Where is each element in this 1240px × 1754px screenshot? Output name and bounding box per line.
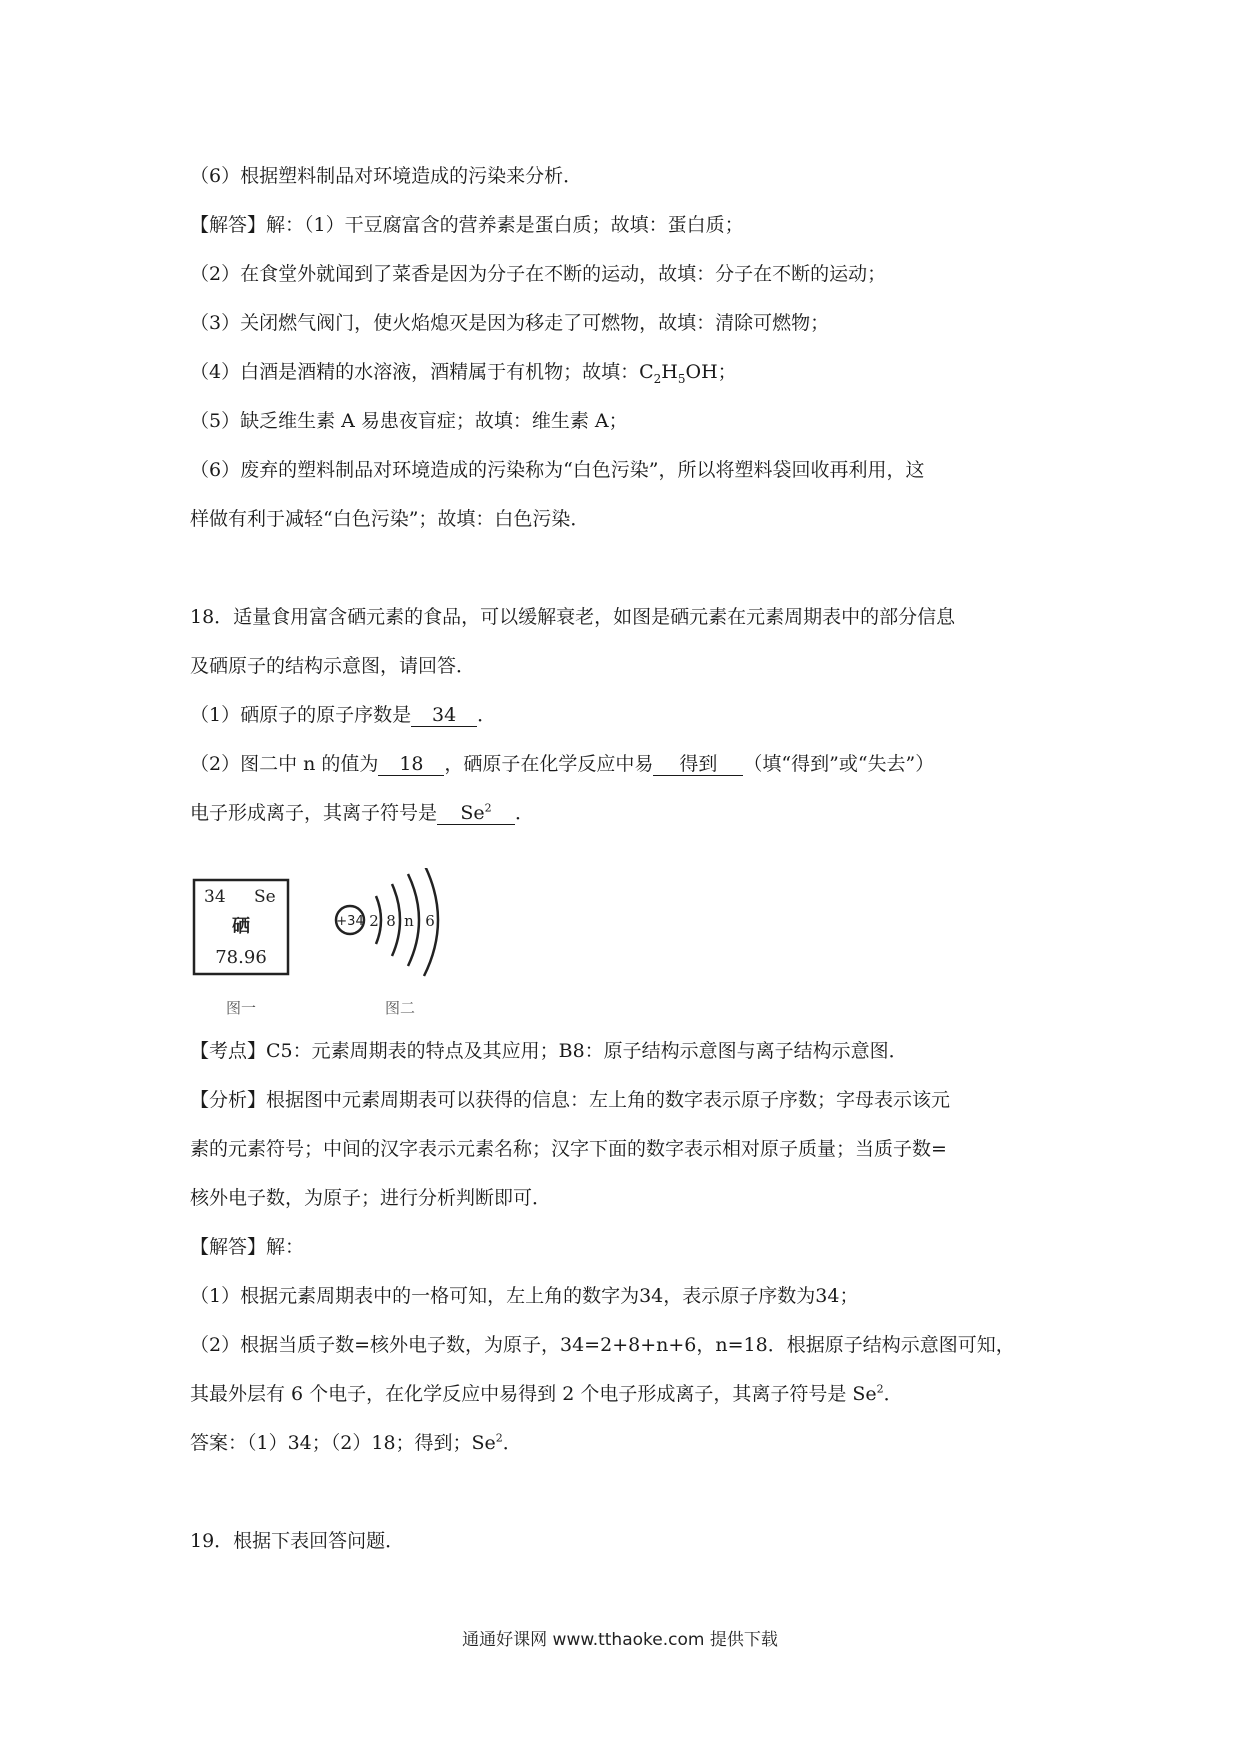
atom-structure-diagram bbox=[336, 868, 438, 1017]
q2-suffix: （填“得到”或“失去”） bbox=[743, 753, 935, 775]
q3-answer-blank bbox=[437, 802, 515, 825]
q1-suffix: ． bbox=[477, 704, 497, 726]
page-footer: 通通好课网 www.tthaoke.com 提供下载 bbox=[462, 1630, 778, 1650]
ion-charge: 2 bbox=[495, 1431, 503, 1445]
formula-subscript: 2 bbox=[653, 371, 662, 386]
text-line: 【分析】根据图中元素周期表可以获得的信息：左上角的数字表示原子序数；字母表示该元 bbox=[190, 1089, 951, 1111]
formula-part: H bbox=[661, 361, 678, 383]
q3-prefix: 电子形成离子，其离子符号是 bbox=[190, 802, 438, 824]
line4-text: （4）白酒是酒精的水溶液，酒精属于有机物；故填：C bbox=[190, 361, 654, 383]
formula-subscript: 5 bbox=[677, 371, 686, 386]
selenium-figures bbox=[190, 868, 490, 1028]
explain-suffix: ． bbox=[883, 1383, 903, 1405]
text-line: 及硒原子的结构示意图，请回答． bbox=[190, 655, 476, 677]
text-line: 素的元素符号；中间的汉字表示元素名称；汉字下面的数字表示相对原子质量；当质子数= bbox=[190, 1138, 947, 1160]
shell-electron-count: 2 bbox=[369, 912, 379, 930]
text-line: 核外电子数，为原子；进行分析判断即可． bbox=[190, 1187, 552, 1209]
answer-line bbox=[190, 1431, 522, 1455]
shell-electron-count: 8 bbox=[386, 912, 396, 930]
ion-charge: 2 bbox=[876, 1382, 884, 1396]
ion-charge: 2 bbox=[484, 801, 492, 815]
text-line: 【解答】解： bbox=[190, 1236, 305, 1258]
text-line: （5）缺乏维生素 A 易患夜盲症；故填：维生素 A； bbox=[190, 410, 628, 432]
q2-mid: ，硒原子在化学反应中易 bbox=[444, 753, 654, 775]
formula-part: OH； bbox=[685, 361, 737, 383]
text-line bbox=[190, 360, 737, 384]
shell-electron-count: n bbox=[404, 912, 414, 930]
q1-answer-blank: 34 bbox=[411, 704, 477, 727]
q2-answer1-blank: 18 bbox=[378, 753, 444, 776]
element-symbol: Se bbox=[254, 887, 276, 907]
q1-prefix: （1）硒原子的原子序数是 bbox=[190, 704, 412, 726]
text-line: （2）在食堂外就闻到了菜香是因为分子在不断的运动，故填：分子在不断的运动； bbox=[190, 263, 887, 285]
text-line: （2）根据当质子数=核外电子数，为原子，34=2+8+n+6，n=18．根据原子结构示意图可知， bbox=[190, 1334, 1015, 1356]
figure-2-caption: 图二 bbox=[384, 999, 416, 1017]
atomic-mass: 78.96 bbox=[215, 947, 267, 968]
ion-symbol: Se bbox=[460, 802, 485, 824]
text-line: （6）根据塑料制品对环境造成的污染来分析． bbox=[190, 165, 583, 187]
text-line: （3）关闭燃气阀门，使火焰熄灭是因为移走了可燃物，故填：清除可燃物； bbox=[190, 312, 830, 334]
text-line: 样做有利于减轻“白色污染”；故填：白色污染． bbox=[190, 508, 590, 530]
question-18-2 bbox=[190, 752, 934, 776]
q3-suffix: ． bbox=[515, 802, 535, 824]
q2-answer2-blank: 得到 bbox=[653, 753, 743, 776]
shell-electron-count: 6 bbox=[425, 912, 435, 930]
atomic-number: 34 bbox=[204, 887, 226, 907]
question-19-text: 19．根据下表回答问题． bbox=[190, 1530, 405, 1552]
question-18-text: 18．适量食用富含硒元素的食品，可以缓解衰老，如图是硒元素在元素周期表中的部分信息 bbox=[190, 606, 956, 628]
periodic-table-cell bbox=[194, 880, 288, 1017]
question-18-1 bbox=[190, 703, 496, 727]
figure-1-caption: 图一 bbox=[225, 999, 257, 1017]
text-line: （6）废弃的塑料制品对环境造成的污染称为“白色污染”，所以将塑料袋回收再利用，这 bbox=[190, 459, 925, 481]
text-line bbox=[190, 1382, 903, 1406]
text-line: 【解答】解：（1）干豆腐富含的营养素是蛋白质；故填：蛋白质； bbox=[190, 214, 744, 236]
nucleus-charge: +34 bbox=[336, 914, 364, 929]
question-18-3 bbox=[190, 801, 534, 825]
answer-text: 答案：（1）34；（2）18；得到；Se bbox=[190, 1432, 496, 1454]
q2-prefix: （2）图二中 n 的值为 bbox=[190, 753, 379, 775]
element-name: 硒 bbox=[232, 916, 250, 937]
explain-text: 其最外层有 6 个电子，在化学反应中易得到 2 个电子形成离子，其离子符号是 Se bbox=[190, 1383, 877, 1405]
answer-suffix: ． bbox=[502, 1432, 522, 1454]
text-line: （1）根据元素周期表中的一格可知，左上角的数字为34，表示原子序数为34； bbox=[190, 1285, 859, 1307]
analysis-keypoint: 【考点】C5：元素周期表的特点及其应用；B8：原子结构示意图与离子结构示意图． bbox=[190, 1040, 908, 1062]
